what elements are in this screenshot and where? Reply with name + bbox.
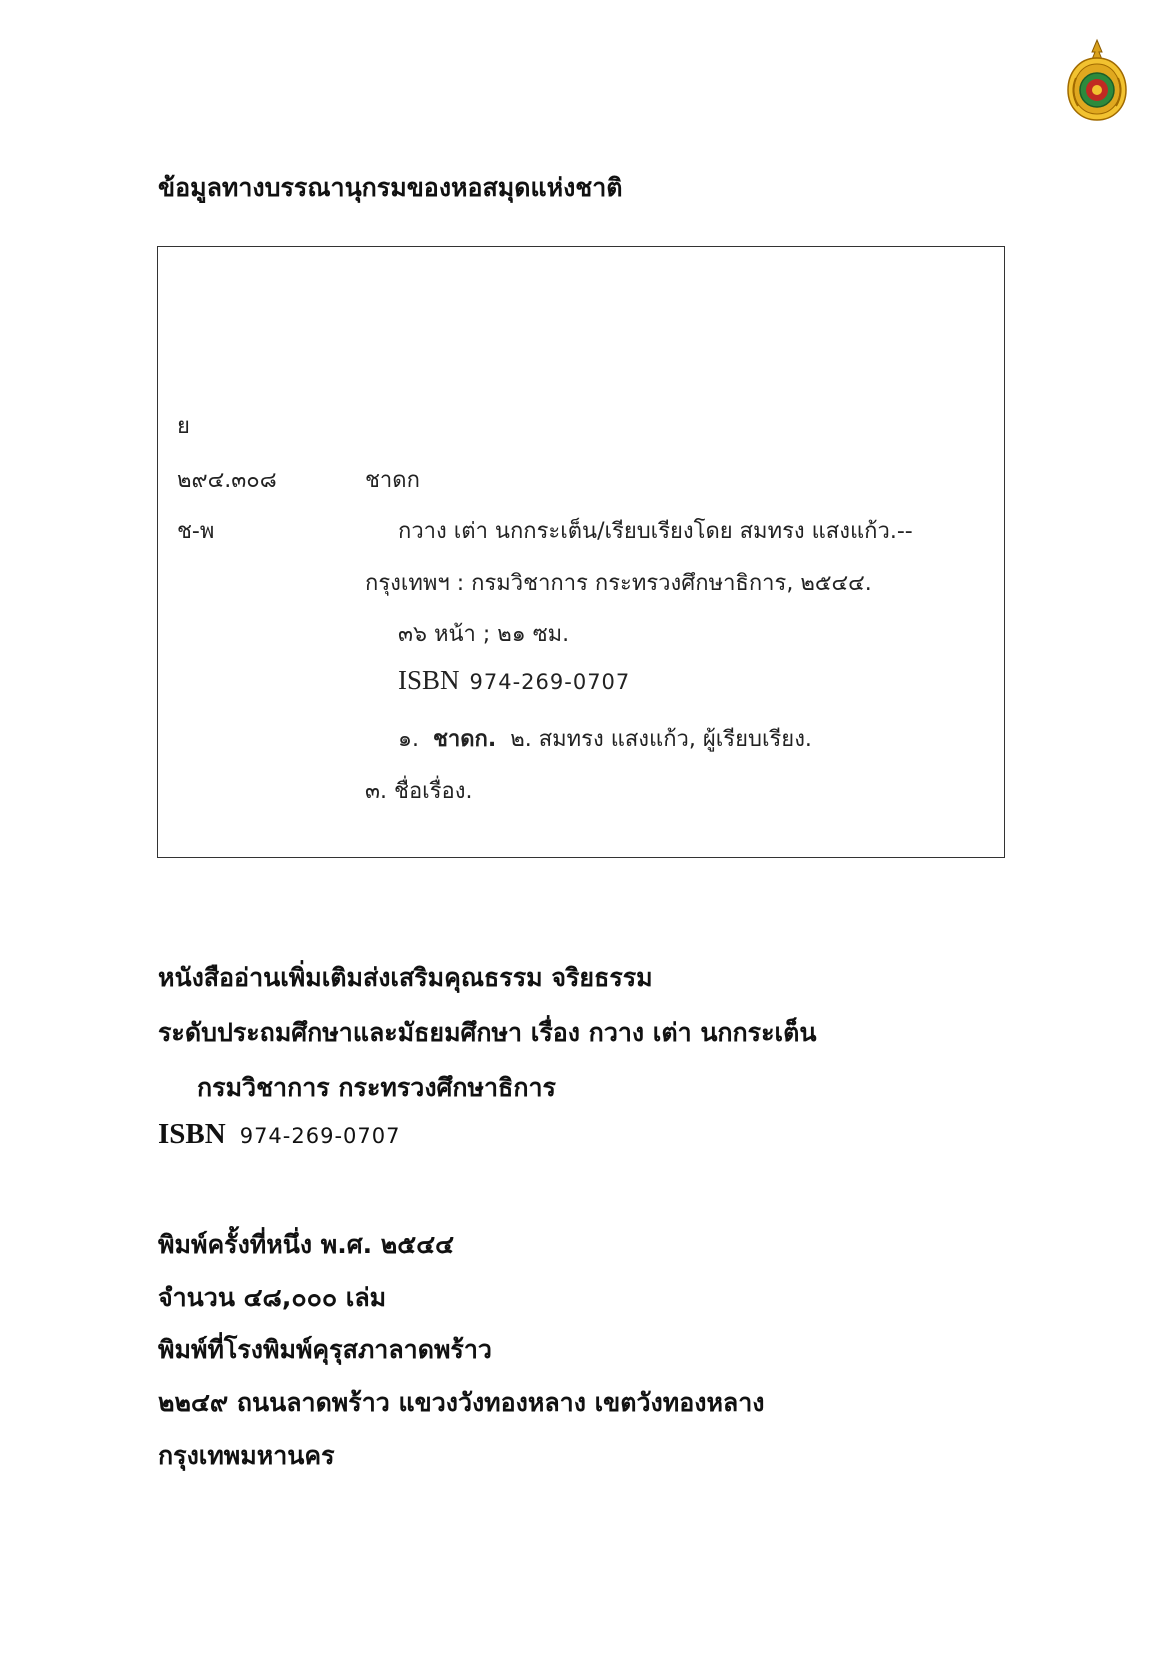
cip-class-prefix: ย [177, 414, 190, 439]
cip-collation: ๓๖ หน้า ; ๒๑ ซม. [398, 622, 570, 647]
cip-call-number: ๒๙๔.๓๐๘ [177, 468, 277, 493]
city-line: กรุงเทพมหานคร [158, 1441, 335, 1470]
cip-cutter: ช-พ [177, 519, 215, 544]
publication-isbn-number: 974-269-0707 [239, 1124, 401, 1148]
cip-subject-heading: ชาดก [365, 468, 420, 493]
publication-isbn-label: ISBN [158, 1118, 226, 1150]
cip-tracing-2: ๒. สมทรง แสงแก้ว, ผู้เรียบเรียง. [510, 727, 812, 752]
series-title-line-2: ระดับประถมศึกษาและมัธยมศึกษา เรื่อง กวาง เต่า นกกระเต็น [158, 1018, 817, 1047]
cip-tracing-1-number: ๑. [398, 727, 419, 752]
publisher-line: กรมวิชาการ กระทรวงศึกษาธิการ [197, 1073, 556, 1102]
cip-tracing-3: ๓. ชื่อเรื่อง. [365, 779, 473, 804]
cip-isbn [398, 665, 630, 696]
printer-line: พิมพ์ที่โรงพิมพ์คุรุสภาลาดพร้าว [158, 1335, 492, 1364]
cip-imprint: กรุงเทพฯ : กรมวิชาการ กระทรวงศึกษาธิการ, ๒๕๔๔. [365, 571, 872, 596]
cip-isbn-label: ISBN [398, 665, 460, 695]
cip-tracing-1-subject: ชาดก. [432, 727, 497, 752]
publication-isbn [158, 1118, 400, 1151]
ministry-of-education-emblem-icon [1066, 38, 1128, 122]
cip-heading: ข้อมูลทางบรรณานุกรมของหอสมุดแห่งชาติ [158, 173, 623, 202]
cip-isbn-number: 974-269-0707 [469, 670, 631, 694]
cip-tracings [398, 721, 812, 756]
printer-address-line: ๒๒๔๙ ถนนลาดพร้าว แขวงวังทองหลาง เขตวังทองหลาง [158, 1388, 765, 1417]
series-title-line-1: หนังสืออ่านเพิ่มเติมส่งเสริมคุณธรรม จริยธรรม [158, 963, 653, 992]
cip-record-box [157, 246, 1005, 858]
edition-line: พิมพ์ครั้งที่หนึ่ง พ.ศ. ๒๕๔๔ [158, 1230, 455, 1259]
cip-title-statement: กวาง เต่า นกกระเต็น/เรียบเรียงโดย สมทรง แสงแก้ว.-- [398, 519, 913, 544]
copies-line: จำนวน ๔๘,๐๐๐ เล่ม [158, 1283, 387, 1312]
